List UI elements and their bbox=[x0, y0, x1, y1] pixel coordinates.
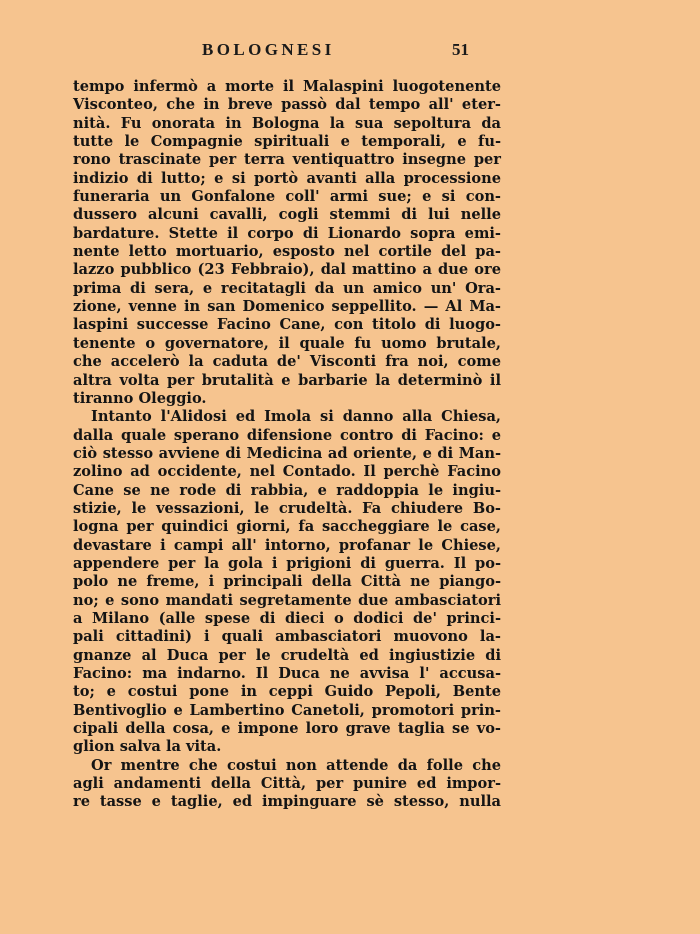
text-line: zolino ad occidente, nel Contado. Il perchè Facino bbox=[73, 463, 501, 481]
text-line: Facino: ma indarno. Il Duca ne avvisa l' accusa- bbox=[73, 665, 501, 682]
text-line: to; e costui pone in ceppi Guido Pepoli, Bente bbox=[73, 683, 501, 701]
text-line: ciò stesso avviene di Medicina ad oriente, e di Man- bbox=[73, 444, 501, 462]
text-line: Cane se ne rode di rabbia, e raddoppia le ingiu- bbox=[73, 481, 501, 499]
text-line: tempo infermò a morte il Malaspini luogotenente bbox=[73, 78, 501, 95]
running-title: BOLOGNESI bbox=[202, 40, 335, 59]
text-line: Intanto l'Alidosi ed Imola si danno alla Chiesa, bbox=[91, 408, 501, 426]
text-line: tenente o governatore, il quale fu uomo brutale, bbox=[73, 334, 501, 352]
text-line: rono trascinate per terra ventiquattro insegne per bbox=[73, 151, 501, 169]
text-line: devastare i campi all' intorno, profanar le Chiese, bbox=[73, 536, 501, 554]
text-line: prima di sera, e recitatagli da un amico un' Ora- bbox=[73, 279, 501, 297]
text-line: glion salva la vita. bbox=[73, 738, 222, 756]
text-line: gnanze al Duca per le crudeltà ed ingiustizie di bbox=[73, 646, 501, 664]
text-line: funeraria un Gonfalone coll' armi sue; e si con- bbox=[73, 188, 501, 206]
text-line: pali cittadini) i quali ambasciatori muovono la- bbox=[73, 628, 501, 646]
body-text bbox=[73, 78, 501, 812]
text-line: a Milano (alle spese di dieci o dodici de' princi- bbox=[73, 609, 501, 627]
text-line: appendere per la gola i prigioni di guerra. Il po- bbox=[73, 554, 501, 572]
text-line: no; e sono mandati segretamente due ambasciatori bbox=[73, 591, 501, 609]
text-line: Bentivoglio e Lambertino Canetoli, promotori prin- bbox=[73, 701, 501, 719]
text-line: nità. Fu onorata in Bologna la sua sepoltura da bbox=[73, 114, 501, 132]
text-line: bardature. Stette il corpo di Lionardo sopra emi- bbox=[73, 224, 501, 242]
text-line: logna per quindici giorni, fa saccheggiare le case, bbox=[73, 518, 501, 536]
text-line: dussero alcuni cavalli, cogli stemmi di lui nelle bbox=[73, 206, 501, 224]
text-line: lazzo pubblico (23 Febbraio), dal mattino a due ore bbox=[73, 261, 501, 279]
text-line: altra volta per brutalità e barbarie la determinò il bbox=[73, 371, 501, 389]
text-line: zione, venne in san Domenico seppellito. — Al Ma- bbox=[73, 298, 501, 316]
text-line: cipali della cosa, e impone loro grave taglia se vo- bbox=[73, 720, 501, 738]
text-line: che accelerò la caduta de' Visconti fra noi, come bbox=[73, 353, 501, 371]
text-line: Visconteo, che in breve passò dal tempo all' eter- bbox=[73, 96, 501, 114]
text-line: nente letto mortuario, esposto nel cortile del pa- bbox=[73, 243, 501, 261]
text-line: tiranno Oleggio. bbox=[73, 389, 207, 407]
text-line: indizio di lutto; e si portò avanti alla processione bbox=[73, 169, 501, 187]
page-number: 51 bbox=[452, 40, 469, 59]
text-line: laspini successe Facino Cane, con titolo di luogo- bbox=[73, 316, 501, 334]
text-line: tutte le Compagnie spirituali e temporali, e fu- bbox=[73, 133, 501, 151]
text-line: re tasse e taglie, ed impinguare sè stesso, nulla bbox=[73, 793, 501, 811]
text-line: Or mentre che costui non attende da folle che bbox=[91, 756, 501, 774]
text-line: stizie, le vessazioni, le crudeltà. Fa chiudere Bo- bbox=[73, 499, 501, 517]
text-line: agli andamenti della Città, per punire ed impor- bbox=[73, 775, 501, 793]
text-line: polo ne freme, i principali della Città ne piango- bbox=[73, 573, 501, 591]
text-line: dalla quale sperano difensione contro di Facino: e bbox=[73, 426, 501, 444]
